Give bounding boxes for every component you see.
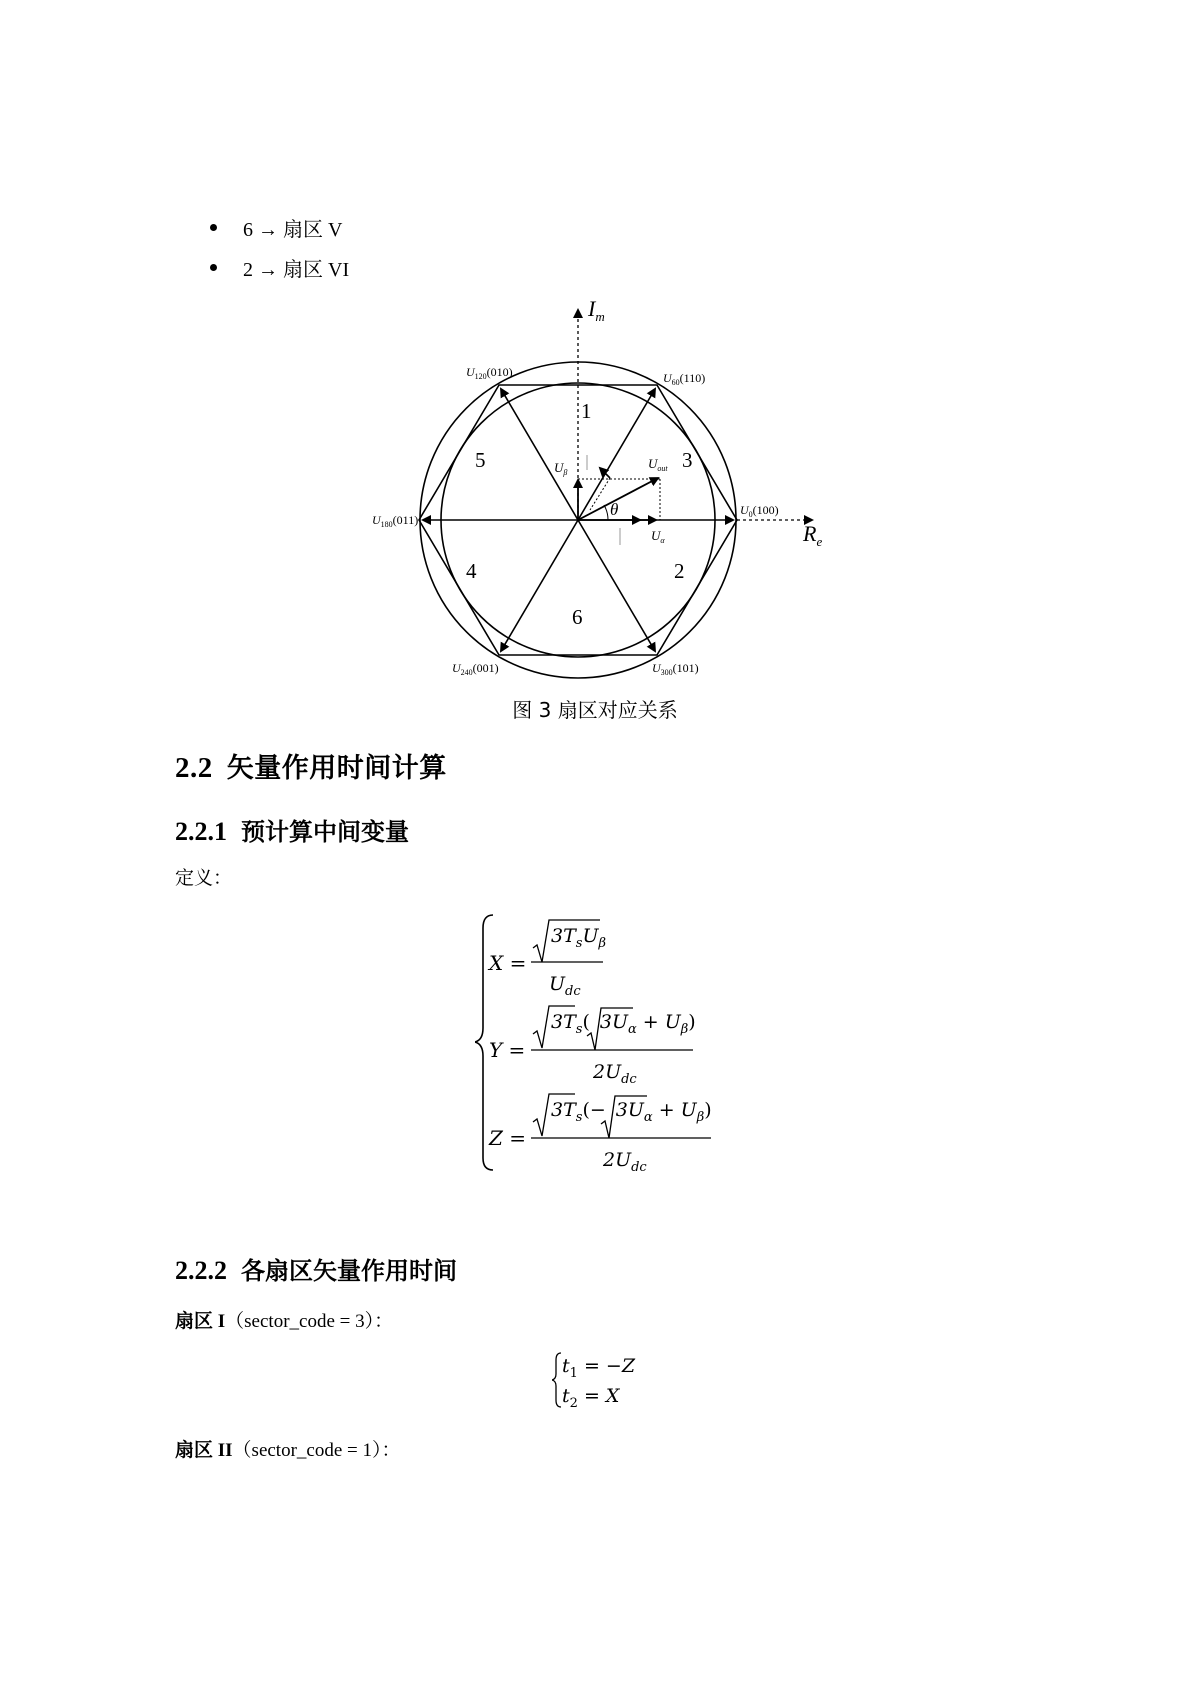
equation-t1: $t_1 = -Z$ (562, 1355, 636, 1381)
section-heading-2-2-2 (175, 1251, 457, 1286)
sector-number: 6 (572, 605, 583, 629)
label-u0: $U_0(100)$ (740, 503, 779, 519)
sector-number: 1 (581, 399, 592, 423)
equation-y-denominator: $2U_{dc}$ (593, 1061, 637, 1087)
sector-i-code: （sector_code = 3）： (225, 1311, 394, 1332)
section-heading-2-2 (175, 746, 447, 785)
section-number: 2.2.1 (175, 817, 227, 846)
figure-caption: 图 3 扇区对应关系 (512, 698, 678, 722)
section-heading-2-2-1 (175, 812, 409, 847)
section-title: 各扇区矢量作用时间 (241, 1257, 457, 1285)
sector-number: 5 (475, 448, 486, 472)
equation-z-denominator: $2U_{dc}$ (603, 1149, 647, 1175)
left-brace (552, 1353, 561, 1407)
label-u240: $U_{240}(001)$ (452, 661, 499, 677)
section-title: 预计算中间变量 (241, 818, 409, 846)
vector-u240 (501, 520, 578, 651)
label-u180: $U_{180}(011)$ (372, 513, 419, 529)
bullet-text: 6 → 扇区 V (243, 219, 343, 241)
sector-number: 2 (674, 559, 685, 583)
label-theta: θ (610, 500, 619, 519)
section-number: 2.2.2 (175, 1256, 227, 1285)
label-u120: $U_{120}(010)$ (466, 365, 513, 381)
sector-number: 3 (682, 448, 693, 472)
equation-x-numerator: $3T_sU_\beta$ (551, 925, 606, 951)
equation-t2: $t_2 = X$ (562, 1385, 620, 1410)
bullet-dot (210, 224, 217, 231)
bullet-dot (210, 264, 217, 271)
equation-z-lhs: Z = (489, 1126, 527, 1150)
equation-x-denominator: $U_{dc}$ (549, 973, 581, 999)
sector-i-heading (175, 1306, 393, 1333)
equation-z-numerator: $3T_s(- 3U_\alpha + U_\beta)$ (551, 1099, 712, 1125)
sector-number: 4 (466, 559, 477, 583)
equation-xyz (475, 910, 735, 1175)
sector-ii-label: 扇区 II (175, 1440, 233, 1461)
sector-i-label: 扇区 I (175, 1311, 226, 1332)
label-uout: $U_{out}$ (648, 456, 668, 473)
label-ubeta: $U_\beta$ (554, 460, 568, 477)
equation-sector-i (552, 1350, 662, 1410)
bullet-item-sector-vi (210, 253, 349, 282)
sector-ii-heading (175, 1435, 401, 1462)
equation-y-lhs: Y = (489, 1038, 526, 1062)
bullet-text: 2 → 扇区 VI (243, 259, 350, 281)
section-title: 矢量作用时间计算 (226, 753, 447, 784)
vector-u120 (501, 389, 578, 520)
equation-x-lhs: X = (489, 951, 527, 975)
bullet-item-sector-v (210, 213, 342, 242)
sector-ii-code: （sector_code = 1）： (232, 1440, 401, 1461)
axis-re-label: $R_e$ (803, 521, 823, 549)
section-number: 2.2 (175, 752, 213, 784)
label-u60: $U_{60}(110)$ (663, 371, 706, 387)
define-label: 定义： (175, 868, 233, 889)
sector-diagram (360, 295, 840, 685)
label-ualpha: $U_\alpha$ (651, 528, 665, 545)
axis-im-label: $I_m$ (588, 296, 605, 324)
theta-arc (604, 505, 608, 520)
equation-y-numerator: $3T_s$( $3U_\alpha + U_\beta$) (551, 1011, 696, 1037)
label-u300: $U_{300}(101)$ (652, 661, 699, 677)
vector-u300 (578, 520, 655, 651)
